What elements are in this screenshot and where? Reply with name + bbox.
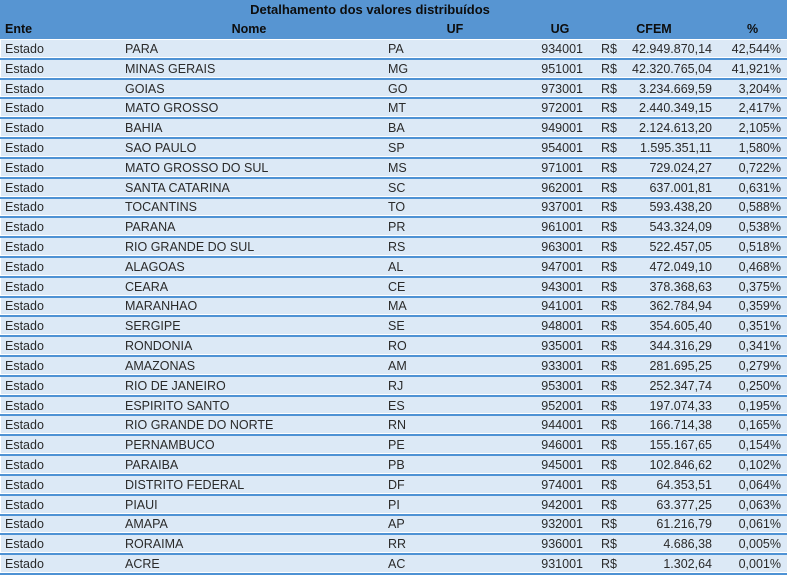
currency-symbol: R$ [601, 497, 617, 512]
cell-nome[interactable]: SANTA CATARINA [125, 180, 230, 195]
table-row [0, 375, 787, 395]
column-header-uf[interactable]: UF [446, 22, 464, 36]
table-row [0, 494, 787, 514]
cell-ente[interactable]: Estado [5, 279, 44, 294]
cell-cfem[interactable] [590, 456, 718, 474]
cell-cfem[interactable] [590, 516, 718, 534]
table-title: Detalhamento dos valores distribuídos [250, 2, 490, 17]
cell-percent[interactable]: 0,631% [738, 180, 781, 195]
cell-ug[interactable]: 948001 [541, 319, 583, 334]
cfem-amount: 362.784,94 [649, 299, 712, 314]
cell-ug[interactable]: 936001 [541, 537, 583, 552]
cell-ente[interactable]: Estado [5, 398, 44, 413]
cell-ente[interactable]: Estado [5, 61, 44, 76]
cfem-amount: 378.368,63 [649, 279, 712, 294]
cell-nome[interactable]: BAHIA [125, 121, 163, 136]
currency-symbol: R$ [601, 41, 617, 56]
cell-nome[interactable]: RONDONIA [125, 339, 193, 354]
cell-cfem[interactable] [590, 258, 718, 276]
cell-nome[interactable]: PARA [125, 41, 159, 56]
column-header-cfem[interactable]: CFEM [636, 22, 672, 36]
cell-percent[interactable]: 0,341% [738, 339, 781, 354]
cell-ug[interactable]: 973001 [541, 81, 583, 96]
cell-cfem[interactable] [590, 179, 718, 197]
column-header-percent[interactable]: % [746, 22, 759, 36]
table-row [0, 117, 787, 137]
currency-symbol: R$ [601, 180, 617, 195]
cell-uf[interactable]: DF [388, 477, 405, 492]
cell-nome[interactable]: MARANHAO [125, 299, 198, 314]
cell-uf[interactable]: SC [388, 180, 406, 195]
cell-uf[interactable]: AL [388, 259, 404, 274]
currency-symbol: R$ [601, 259, 617, 274]
cell-ug[interactable]: 963001 [541, 240, 583, 255]
cell-uf[interactable]: ES [388, 398, 405, 413]
table-row [0, 533, 787, 553]
cfem-amount: 593.438,20 [649, 200, 712, 215]
cell-percent[interactable]: 0,001% [738, 557, 781, 572]
cell-percent[interactable]: 0,064% [738, 477, 781, 492]
cfem-amount: 344.316,29 [649, 339, 712, 354]
cell-percent[interactable]: 0,351% [738, 319, 781, 334]
cell-percent[interactable]: 0,468% [738, 259, 781, 274]
table-row [0, 296, 787, 316]
cell-cfem[interactable] [590, 40, 718, 58]
cell-ug[interactable]: 949001 [541, 121, 583, 136]
cell-nome[interactable]: ESPIRITO SANTO [125, 398, 230, 413]
cell-nome[interactable]: RIO GRANDE DO NORTE [125, 418, 274, 433]
cell-ente[interactable]: Estado [5, 299, 44, 314]
table-row [0, 414, 787, 434]
cell-cfem[interactable] [590, 535, 718, 553]
currency-symbol: R$ [601, 457, 617, 472]
cell-ente[interactable]: Estado [5, 477, 44, 492]
cell-uf[interactable]: SP [388, 140, 405, 155]
cell-ente[interactable]: Estado [5, 537, 44, 552]
currency-symbol: R$ [601, 61, 617, 76]
column-header-ug[interactable]: UG [550, 22, 570, 36]
cfem-amount: 4.686,38 [663, 537, 712, 552]
currency-symbol: R$ [601, 398, 617, 413]
currency-symbol: R$ [601, 220, 617, 235]
cell-ente[interactable]: Estado [5, 339, 44, 354]
column-header-nome[interactable]: Nome [231, 22, 267, 36]
cell-percent[interactable]: 0,588% [738, 200, 781, 215]
cell-ug[interactable]: 934001 [541, 41, 583, 56]
cfem-amount: 637.001,81 [649, 180, 712, 195]
cell-cfem[interactable] [590, 476, 718, 494]
cfem-amount: 61.216,79 [656, 517, 712, 532]
cell-uf[interactable]: PB [388, 457, 405, 472]
cell-ente[interactable]: Estado [5, 200, 44, 215]
cell-nome[interactable]: AMAPA [125, 517, 168, 532]
cell-ug[interactable]: 954001 [541, 140, 583, 155]
currency-symbol: R$ [601, 537, 617, 552]
cell-ug[interactable]: 972001 [541, 101, 583, 116]
cell-ente[interactable]: Estado [5, 41, 44, 56]
table-row [0, 434, 787, 454]
currency-symbol: R$ [601, 160, 617, 175]
cell-nome[interactable]: ACRE [125, 557, 160, 572]
cell-ug[interactable]: 941001 [541, 299, 583, 314]
cell-ente[interactable]: Estado [5, 319, 44, 334]
table-row [0, 474, 787, 494]
cell-ente[interactable]: Estado [5, 517, 44, 532]
cell-ente[interactable]: Estado [5, 378, 44, 393]
cell-percent[interactable]: 0,518% [738, 240, 781, 255]
currency-symbol: R$ [601, 240, 617, 255]
cell-cfem[interactable] [590, 317, 718, 335]
cell-ug[interactable]: 974001 [541, 477, 583, 492]
cell-ente[interactable]: Estado [5, 121, 44, 136]
cell-percent[interactable]: 0,722% [738, 160, 781, 175]
cfem-amount: 729.024,27 [649, 160, 712, 175]
cfem-amount: 354.605,40 [649, 319, 712, 334]
cell-ug[interactable]: 933001 [541, 358, 583, 373]
table-body [0, 40, 787, 575]
cell-nome[interactable]: GOIAS [125, 81, 165, 96]
cell-ug[interactable]: 942001 [541, 497, 583, 512]
cell-ug[interactable]: 951001 [541, 61, 583, 76]
cell-ug[interactable]: 935001 [541, 339, 583, 354]
cfem-amount: 1.595.351,11 [639, 140, 712, 155]
cell-ente[interactable]: Estado [5, 418, 44, 433]
cell-percent[interactable]: 0,102% [738, 457, 781, 472]
cell-ente[interactable]: Estado [5, 438, 44, 453]
currency-symbol: R$ [601, 438, 617, 453]
cfem-amount: 42.320.765,04 [632, 61, 712, 76]
currency-symbol: R$ [601, 339, 617, 354]
cell-uf[interactable]: PR [388, 220, 406, 235]
cell-percent[interactable]: 0,195% [738, 398, 781, 413]
cell-nome[interactable]: TOCANTINS [125, 200, 197, 215]
cell-cfem[interactable] [590, 555, 718, 573]
currency-symbol: R$ [601, 378, 617, 393]
cell-nome[interactable]: DISTRITO FEDERAL [125, 477, 245, 492]
cell-cfem[interactable] [590, 238, 718, 256]
cfem-amount: 2.124.613,20 [639, 121, 712, 136]
cell-nome[interactable]: PARAIBA [125, 457, 179, 472]
currency-symbol: R$ [601, 557, 617, 572]
table-row [0, 355, 787, 375]
cell-ente[interactable]: Estado [5, 160, 44, 175]
cell-ug[interactable]: 947001 [541, 259, 583, 274]
cell-nome[interactable]: AMAZONAS [125, 358, 196, 373]
cfem-amount: 166.714,38 [649, 418, 712, 433]
cell-ente[interactable]: Estado [5, 180, 44, 195]
currency-symbol: R$ [601, 279, 617, 294]
cell-ug[interactable]: 932001 [541, 517, 583, 532]
cfem-amount: 42.949.870,14 [632, 41, 712, 56]
currency-symbol: R$ [601, 81, 617, 96]
cell-uf[interactable]: PE [388, 438, 405, 453]
column-header-ente[interactable]: Ente [5, 22, 33, 36]
cfem-amount: 63.377,25 [656, 497, 712, 512]
table-header [0, 0, 787, 40]
currency-symbol: R$ [601, 418, 617, 433]
cell-ug[interactable]: 961001 [541, 220, 583, 235]
cell-uf[interactable]: MS [388, 160, 407, 175]
cell-uf[interactable]: MA [388, 299, 407, 314]
cell-uf[interactable]: CE [388, 279, 406, 294]
cell-percent[interactable]: 42,544% [731, 41, 781, 56]
cell-nome[interactable]: RORAIMA [125, 537, 184, 552]
cell-uf[interactable]: PA [388, 41, 404, 56]
cfem-amount: 522.457,05 [649, 240, 712, 255]
cell-nome[interactable]: CEARA [125, 279, 169, 294]
cell-uf[interactable]: BA [388, 121, 405, 136]
cell-ente[interactable]: Estado [5, 259, 44, 274]
cfem-amount: 472.049,10 [649, 259, 712, 274]
cell-nome[interactable]: PARANA [125, 220, 176, 235]
cfem-amount: 543.324,09 [649, 220, 712, 235]
cell-nome[interactable]: RIO GRANDE DO SUL [125, 240, 255, 255]
cfem-amount: 64.353,51 [656, 477, 712, 492]
cfem-amount: 197.074,33 [649, 398, 712, 413]
table-row [0, 395, 787, 415]
cell-ente[interactable]: Estado [5, 101, 44, 116]
cell-nome[interactable]: PERNAMBUCO [125, 438, 215, 453]
cell-percent[interactable]: 0,250% [738, 378, 781, 393]
currency-symbol: R$ [601, 299, 617, 314]
cell-uf[interactable]: GO [388, 81, 408, 96]
cell-percent[interactable]: 2,417% [738, 101, 781, 116]
cell-ug[interactable]: 962001 [541, 180, 583, 195]
column-header-row [0, 19, 787, 39]
table-row [0, 315, 787, 335]
table-row [0, 137, 787, 157]
cell-uf[interactable]: AC [388, 557, 406, 572]
cell-ente[interactable]: Estado [5, 457, 44, 472]
cell-nome[interactable]: MATO GROSSO DO SUL [125, 160, 269, 175]
cell-uf[interactable]: RO [388, 339, 407, 354]
cell-cfem[interactable] [590, 278, 718, 296]
cell-ug[interactable]: 946001 [541, 438, 583, 453]
cell-uf[interactable]: RS [388, 240, 406, 255]
cell-ente[interactable]: Estado [5, 140, 44, 155]
cell-percent[interactable]: 0,005% [738, 537, 781, 552]
cell-percent[interactable]: 0,165% [738, 418, 781, 433]
cell-nome[interactable]: SERGIPE [125, 319, 181, 334]
table-row [0, 514, 787, 534]
title-bar [0, 0, 787, 19]
cell-cfem[interactable] [590, 496, 718, 514]
cell-cfem[interactable] [590, 377, 718, 395]
cell-ente[interactable]: Estado [5, 358, 44, 373]
cell-uf[interactable]: MT [388, 101, 407, 116]
cfem-amount: 281.695,25 [649, 358, 712, 373]
table-row [0, 236, 787, 256]
cfem-amount: 1.302,64 [663, 557, 712, 572]
cell-ug[interactable]: 952001 [541, 398, 583, 413]
cell-percent[interactable]: 1,580% [738, 140, 781, 155]
cell-cfem[interactable] [590, 139, 718, 157]
currency-symbol: R$ [601, 517, 617, 532]
table-row [0, 157, 787, 177]
table-row [0, 197, 787, 217]
table-row [0, 78, 787, 98]
cell-uf[interactable]: PI [388, 497, 400, 512]
cell-percent[interactable]: 0,063% [738, 497, 781, 512]
cell-nome[interactable]: SAO PAULO [125, 140, 197, 155]
cfem-amount: 2.440.349,15 [639, 101, 712, 116]
cell-ente[interactable]: Estado [5, 81, 44, 96]
cell-cfem[interactable] [590, 357, 718, 375]
cell-cfem[interactable] [590, 99, 718, 117]
cell-ug[interactable]: 953001 [541, 378, 583, 393]
cell-percent[interactable]: 2,105% [738, 121, 781, 136]
cell-ente[interactable]: Estado [5, 497, 44, 512]
cell-nome[interactable]: PIAUI [125, 497, 158, 512]
cell-nome[interactable]: ALAGOAS [125, 259, 185, 274]
cell-ug[interactable]: 971001 [541, 160, 583, 175]
cell-nome[interactable]: RIO DE JANEIRO [125, 378, 226, 393]
cell-percent[interactable]: 0,538% [738, 220, 781, 235]
cfem-amount: 102.846,62 [649, 457, 712, 472]
cell-uf[interactable]: MG [388, 61, 409, 76]
cell-cfem[interactable] [590, 397, 718, 415]
cell-cfem[interactable] [590, 159, 718, 177]
cell-ug[interactable]: 937001 [541, 200, 583, 215]
table-row [0, 97, 787, 117]
table-row [0, 256, 787, 276]
currency-symbol: R$ [601, 358, 617, 373]
cell-ente[interactable]: Estado [5, 557, 44, 572]
cfem-amount: 3.234.669,59 [639, 81, 712, 96]
cell-cfem[interactable] [590, 337, 718, 355]
cell-nome[interactable]: MINAS GERAIS [125, 61, 216, 76]
cell-ug[interactable]: 943001 [541, 279, 583, 294]
cell-percent[interactable]: 0,375% [738, 279, 781, 294]
table-row [0, 40, 787, 58]
cell-uf[interactable]: RR [388, 537, 407, 552]
cfem-amount: 252.347,74 [649, 378, 712, 393]
table-row [0, 177, 787, 197]
table-row [0, 58, 787, 78]
cell-uf[interactable]: TO [388, 200, 406, 215]
cell-ente[interactable]: Estado [5, 240, 44, 255]
cell-uf[interactable]: SE [388, 319, 405, 334]
currency-symbol: R$ [601, 319, 617, 334]
table-row [0, 335, 787, 355]
currency-symbol: R$ [601, 140, 617, 155]
cell-uf[interactable]: RJ [388, 378, 404, 393]
table-row [0, 216, 787, 236]
cell-uf[interactable]: AP [388, 517, 405, 532]
cell-percent[interactable]: 0,061% [738, 517, 781, 532]
cell-cfem[interactable] [590, 436, 718, 454]
cell-cfem[interactable] [590, 119, 718, 137]
cell-percent[interactable]: 0,279% [738, 358, 781, 373]
cell-ug[interactable]: 944001 [541, 418, 583, 433]
currency-symbol: R$ [601, 477, 617, 492]
cell-percent[interactable]: 0,154% [738, 438, 781, 453]
currency-symbol: R$ [601, 200, 617, 215]
cell-ug[interactable]: 945001 [541, 457, 583, 472]
cell-ente[interactable]: Estado [5, 220, 44, 235]
cell-percent[interactable]: 41,921% [731, 61, 781, 76]
cell-percent[interactable]: 3,204% [738, 81, 781, 96]
cell-cfem[interactable] [590, 199, 718, 217]
cell-nome[interactable]: MATO GROSSO [125, 101, 219, 116]
table-row [0, 553, 787, 573]
currency-symbol: R$ [601, 101, 617, 116]
cell-cfem[interactable] [590, 80, 718, 98]
cell-cfem[interactable] [590, 218, 718, 236]
cell-percent[interactable]: 0,359% [738, 299, 781, 314]
cell-cfem[interactable] [590, 298, 718, 316]
currency-symbol: R$ [601, 121, 617, 136]
cell-cfem[interactable] [590, 60, 718, 78]
table-row [0, 276, 787, 296]
cell-uf[interactable]: AM [388, 358, 407, 373]
table-row [0, 454, 787, 474]
cell-uf[interactable]: RN [388, 418, 407, 433]
cfem-amount: 155.167,65 [649, 438, 712, 453]
cell-cfem[interactable] [590, 416, 718, 434]
cell-ug[interactable]: 931001 [541, 557, 583, 572]
